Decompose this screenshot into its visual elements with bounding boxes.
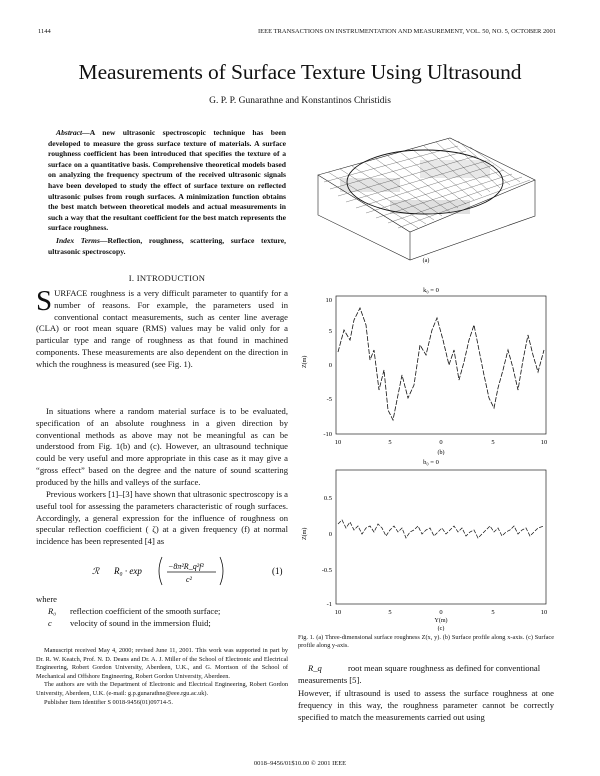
x-tick: 10 [540,439,548,446]
y-tick: -10 [323,431,332,438]
definition-symbol: R₀ [48,606,57,616]
index-terms [48,236,286,257]
section-heading: I. INTRODUCTION [128,273,206,283]
rq-symbol: R_q [308,663,322,673]
x-tick: 5 [388,609,392,616]
equation-lhs: ℛ [92,566,100,576]
definition-text: velocity of sound in the immersion fluid; [70,618,211,628]
rq-definition [298,663,554,687]
profile-x-curve [338,308,544,420]
surface-mesh [318,138,535,260]
equation-denominator: c² [186,575,192,584]
x-tick: 10 [334,439,342,446]
rq-definition-text: root mean square roughness as defined for conventional measurements [5]. [298,663,541,685]
y-tick: 0 [328,531,332,538]
y-tick: -1 [326,601,332,608]
x-tick: 5 [491,609,495,616]
y-tick: 0 [328,362,332,369]
definition-text: reflection coefficient of the smooth surface; [70,606,221,616]
plot-frame [336,296,546,434]
y-tick-labels [322,495,332,608]
intro-paragraph-3: Previous workers [1]–[3] have shown that ultrasonic spectroscopy is a useful tool for assessing the parameters characteristic of rough surfaces. Accordingly, a general expression for the influence of roughness on specular reflection coefficient ( ζ) at a given frequency (f) at normal incidence has been represented [4] as [36,489,288,547]
figure-caption: Fig. 1. (a) Three-dimensional surface roughness Z(x, y). (b) Surface profile along x-axis. (c) Surface profile along y-axis. [298,634,554,650]
equation-numerator: −8π²R_q²f² [168,562,204,571]
author-list: G. P. P. Gunarathne and Konstantinos Christidis [209,96,391,106]
footnote-affiliation: The authors are with the Department of Electronic and Electrical Engineering, Robert Gordon University, Aberdeen, U.K. (e-mail: g.p.gunarathne@eee.rgu.ac.uk). [36,681,288,697]
figure-label-b: (b) [437,450,445,455]
y-tick: 5 [328,328,332,335]
index-terms-text: Reflection, roughness, scattering, surface texture, ultrasonic spectroscopy. [48,236,287,256]
right-paragraph: However, if ultrasound is used to assess the surface roughness at one frequency in this way, the roughness parameter cannot be correctly specified to match the measurements carried out using [298,688,554,722]
x-tick-labels [335,609,548,616]
copyright-line: 0018–9456/01$10.00 © 2001 IEEE [253,760,347,767]
y-tick-labels [323,297,332,438]
index-terms-label: Index Terms— [56,236,108,245]
x-tick: 0 [439,439,443,446]
intro-paragraph-1 [36,285,288,371]
x-tick: 10 [540,609,548,616]
equation-rhs-prefix: R₀ · exp [114,566,142,576]
abstract [48,128,286,234]
y-tick: -5 [326,396,332,403]
figure-c-xlabel: Y(m) [434,618,448,624]
y-tick: 10 [325,297,332,304]
abstract-text: A new ultrasonic spectroscopic technique has been developed to measure the gross surface texture of materials. A surface roughness coefficient has been introduced that specifies the texture of a surface on a quantitative basis. Comprehensive theoretical models based on analyzing the frequency spectrum of the received ultrasonic signals have been developed to study the effect of surface texture on reflected ultrasonic pulses from rough surfaces. A minimization function obtains the best match between theoretical models and actual measurements in such a way that the resultant coefficient for the best match represents the surface roughness. [48,128,286,233]
drop-cap: S [36,285,53,317]
definition-row [48,606,220,616]
figure-b-ylabel: Z(m) [302,355,308,368]
plot-frame [336,470,546,604]
figure-b-title: k₀ = 0 [423,287,439,294]
y-tick: -0.5 [321,567,332,574]
definition-row [48,618,211,628]
figure-c-ylabel: Z(m) [302,527,308,540]
figure-1a-surface-plot [300,120,550,265]
equation-1 [36,547,288,597]
equation-number: (1) [272,566,283,576]
x-tick: 0 [439,609,443,616]
definition-symbol: c [48,618,52,628]
figure-1b-profile-plot [296,280,558,455]
intro-paragraph-2: In situations where a random material surface is to be evaluated, specification of an absolute roughness in a given direction by conventional methods as above may not be meaningful as can be understood from Fig. 1(b) and (c). However, an ultrasound technique could be very useful and more appropriate in this case as it may give a “gross effect” based on the degree and the nature of sound scattering produced by the hills and valleys of the surface. [36,406,288,487]
figure-c-title: b₀ = 0 [423,459,439,466]
y-tick: 0.5 [323,495,332,502]
abstract-label: Abstract— [56,128,90,137]
footnotes [36,647,288,707]
x-tick: 5 [491,439,495,446]
paper-title: Measurements of Surface Texture Using Ultrasound [78,60,522,84]
x-tick-labels [335,439,548,446]
where-label: where [36,594,57,604]
figure-label-a: (a) [422,258,430,264]
page-number: 1144 [38,28,51,35]
intro-paragraph-1-text: URFACE roughness is a very difficult parameter to quantify for a number of reasons. For example, the parameters used in conventional contact measurements, such as center line average (CLA) or root mean square (RMS) values may be valid only for a particular type and range of roughness as that found in machined components. These measurements are also dependent on the direction in which the roughness is measured (see Fig. 1). [36,288,288,369]
figure-1c-profile-plot [296,456,558,631]
footnote-manuscript: Manuscript received May 4, 2000; revised June 11, 2001. This work was supported in part by Dr. R. W. Keatch, Prof. N. D. Deans and Dr. A. J. Miller of the School of Electronic and Electrical Engineering, Robert Gordon University, Aberdeen, U.K., and G. Morrison of the School of Mechanical and Offshore Engineering, Robert Gordon University, Aberdeen. [36,647,288,680]
x-tick: 10 [334,609,342,616]
profile-y-curve [338,520,544,538]
equation-graphic [36,547,288,595]
footnote-identifier: Publisher Item Identifier S 0018-9456(01)09714-5. [44,698,173,706]
x-tick: 5 [388,439,392,446]
journal-header: IEEE TRANSACTIONS ON INSTRUMENTATION AND MEASUREMENT, VOL. 50, NO. 5, OCTOBER 2001 [257,28,556,35]
figure-label-c: (c) [437,626,445,631]
